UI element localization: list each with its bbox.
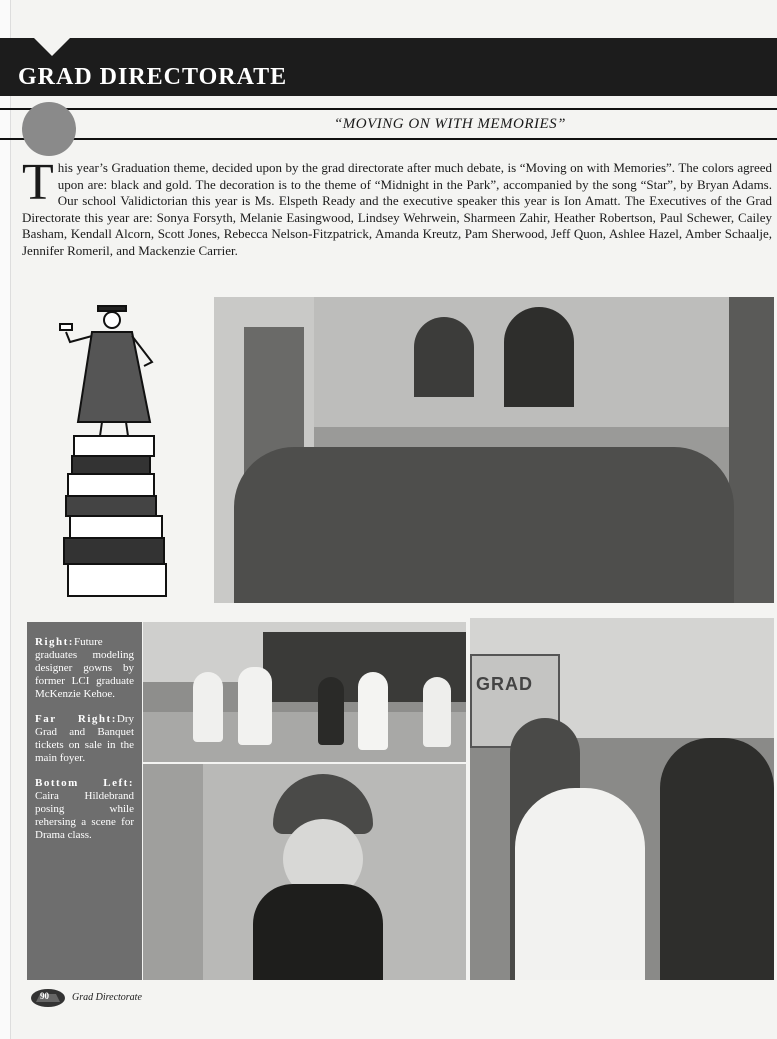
graduate-clipart: [58, 302, 176, 604]
page-title: GRAD DIRECTORATE: [18, 64, 288, 90]
section-subtitle: “MOVING ON WITH MEMORIES”: [333, 116, 567, 132]
caption-right: [35, 636, 134, 701]
caption-head: Bottom Left:: [35, 777, 134, 789]
group-photo: [214, 297, 774, 603]
caption-far-right: [35, 713, 134, 765]
bottom-rule: [0, 138, 777, 140]
fashion-show-photo: [143, 622, 466, 762]
intro-paragraph: [22, 154, 772, 259]
drop-cap: T: [22, 154, 54, 211]
caption-body: Future graduates modeling designer gowns by former LCI graduate McKenzie Kehoe.: [35, 636, 134, 700]
caption-body: Dry Grad and Banquet tickets on sale in the main foyer.: [35, 713, 134, 764]
page-edge: [0, 0, 11, 1039]
caption-bottom-left: [35, 777, 134, 842]
decorative-circle: [22, 102, 76, 156]
intro-text: his year’s Graduation theme, decided upon by the grad directorate after much debate, is “Moving on with Memories”. The colors agreed upon are: black and gold. The decoration is to the theme of “Midnight in the Park”, accompanied by the song “Star”, by Bryan Adams. Our school Validictorian this year is Ms. Elspeth Ready and the executive speaker this year is Ion Amatt. The Executives of the Grad Directorate this year are: Sonya Forsyth, Melanie Easingwood, Lindsey Wehrwein, Sharmeen Zahir, Heather Robertson, Paul Schewer, Cailey Basham, Kendall Alcorn, Scott Jones, Rebecca Nelson-Fitzpatrick, Amanda Kreutz, Pam Sherwood, Jeff Quon, Ashlee Hazel, Amber Schaalje, Jennifer Romeril, and Mackenzie Carrier.: [22, 160, 772, 258]
top-rule: [0, 108, 777, 110]
header-notch: [34, 38, 70, 56]
page-number: 90: [40, 991, 49, 1001]
caption-head: Right:: [35, 636, 74, 648]
ticket-sale-photo: [470, 618, 774, 980]
footer-section-name: Grad Directorate: [72, 992, 142, 1003]
grad-sign-text: GRAD: [476, 674, 533, 694]
drama-portrait-photo: [143, 764, 466, 980]
caption-box: [27, 622, 142, 980]
caption-body: Caira Hildebrand posing while rehersing a scene for Drama class.: [35, 790, 134, 841]
caption-head: Far Right:: [35, 713, 117, 725]
